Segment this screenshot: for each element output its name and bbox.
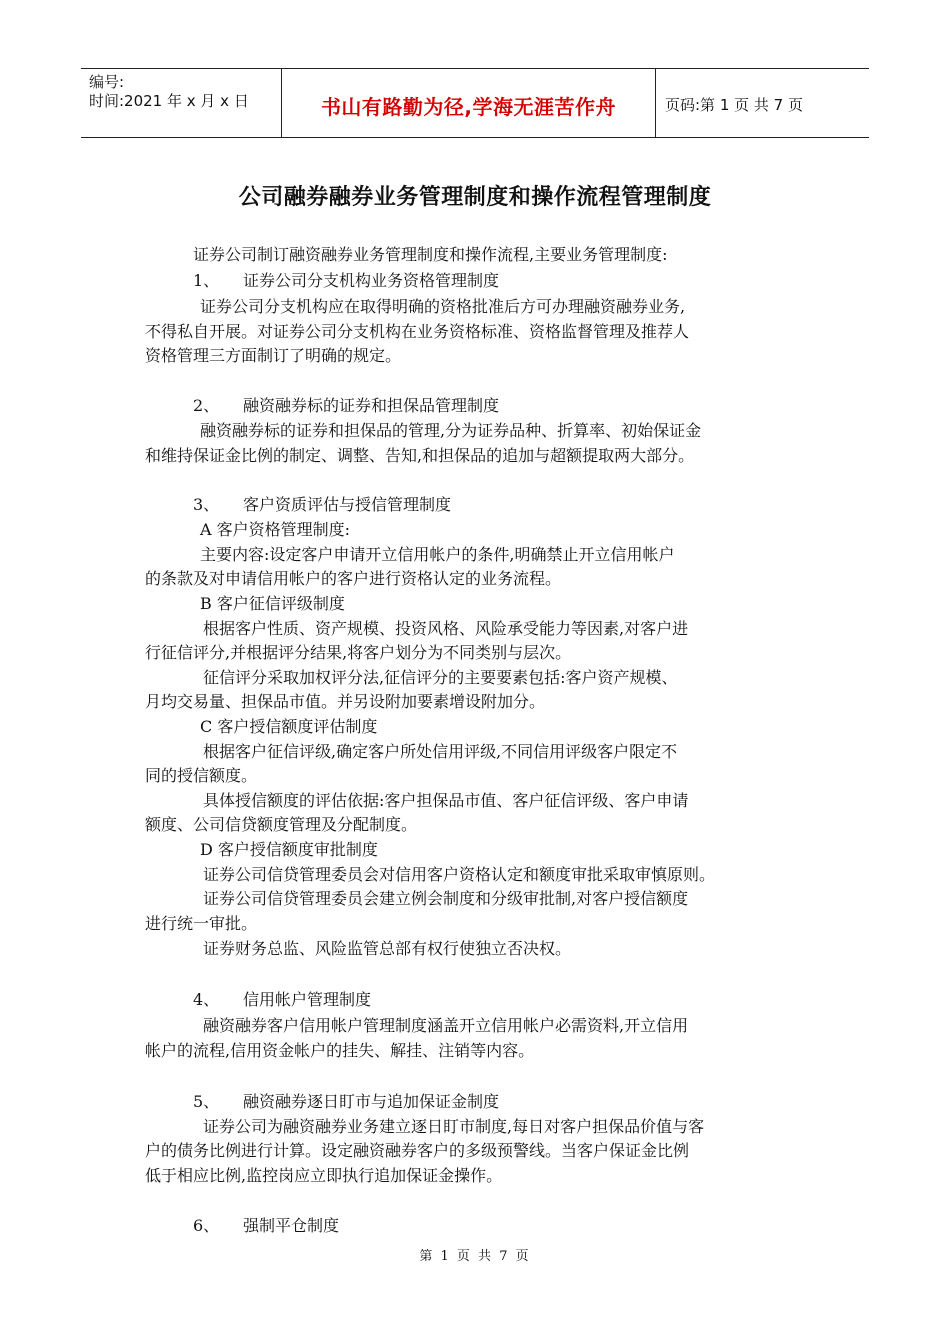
section-title: 强制平仓制度: [243, 1216, 340, 1235]
paragraph-line: 证券公司信贷管理委员会对信用客户资格认定和额度审批采取审慎原则。: [203, 865, 716, 884]
section-title: 融资融券标的证券和担保品管理制度: [243, 396, 500, 415]
paragraph-line: 帐户的流程,信用资金帐户的挂失、解挂、注销等内容。: [145, 1041, 535, 1060]
section-heading: [193, 1215, 339, 1237]
header-meta: [89, 73, 249, 111]
paragraph-line: 主要内容:设定客户申请开立信用帐户的条件,明确禁止开立信用帐户: [200, 545, 675, 564]
section-title: 客户资质评估与授信管理制度: [243, 495, 452, 514]
number-label: 编号:: [89, 73, 125, 91]
section-number: 1、: [193, 271, 220, 290]
subsection-heading: C 客户授信额度评估制度: [200, 717, 378, 736]
section-heading: [193, 1091, 499, 1113]
header-motto: 书山有路勤为径,学海无涯苦作舟: [320, 95, 617, 119]
subsection-heading: D 客户授信额度审批制度: [200, 840, 378, 859]
paragraph-line: 证券公司信贷管理委员会建立例会制度和分级审批制,对客户授信额度: [203, 889, 689, 908]
section-heading: [193, 395, 499, 417]
subsection-heading: A 客户资格管理制度:: [200, 520, 351, 539]
section-number: 4、: [193, 990, 220, 1009]
paragraph-line: 证券公司分支机构应在取得明确的资格批准后方可办理融资融券业务,: [200, 297, 686, 316]
section-number: 3、: [193, 495, 220, 514]
paragraph-line: 行征信评分,并根据评分结果,将客户划分为不同类别与层次。: [145, 643, 572, 662]
subsection-heading: B 客户征信评级制度: [200, 594, 345, 613]
paragraph-line: 同的授信额度。: [145, 766, 258, 785]
paragraph-line: 资格管理三方面制订了明确的规定。: [145, 346, 402, 365]
header-divider: [655, 69, 656, 137]
section-heading: [193, 989, 371, 1011]
paragraph-line: 根据客户征信评级,确定客户所处信用评级,不同信用评级客户限定不: [203, 742, 678, 761]
section-heading: [193, 494, 451, 516]
paragraph-line: 额度、公司信贷额度管理及分配制度。: [145, 815, 418, 834]
paragraph-line: 户的债务比例进行计算。设定融资融券客户的多级预警线。当客户保证金比例: [145, 1141, 690, 1160]
header-page-info: 页码:第 1 页 共 7 页: [665, 96, 803, 114]
paragraph-line: 融资融券客户信用帐户管理制度涵盖开立信用帐户必需资料,开立信用: [203, 1016, 689, 1035]
intro-paragraph: 证券公司制订融资融券业务管理制度和操作流程,主要业务管理制度:: [193, 245, 668, 264]
document-header: [81, 68, 869, 138]
document-title: 公司融券融券业务管理制度和操作流程管理制度: [238, 185, 712, 210]
paragraph-line: 不得私自开展。对证券公司分支机构在业务资格标准、资格监督管理及推荐人: [145, 322, 690, 341]
paragraph-line: 征信评分采取加权评分法,征信评分的主要要素包括:客户资产规模、: [203, 668, 678, 687]
paragraph-line: 根据客户性质、资产规模、投资风格、风险承受能力等因素,对客户进: [203, 619, 689, 638]
paragraph-line: 和维持保证金比例的制定、调整、告知,和担保品的追加与超额提取两大部分。: [145, 446, 695, 465]
section-heading: [193, 270, 499, 292]
section-number: 6、: [193, 1216, 220, 1235]
paragraph-line: 证券公司为融资融券业务建立逐日盯市制度,每日对客户担保品价值与客: [203, 1117, 705, 1136]
section-number: 2、: [193, 396, 220, 415]
time-label: 时间:2021 年 x 月 x 日: [89, 92, 249, 110]
page-footer: 第 1 页 共 7 页: [419, 1249, 531, 1264]
section-number: 5、: [193, 1092, 220, 1111]
section-title: 证券公司分支机构业务资格管理制度: [243, 271, 500, 290]
paragraph-line: 具体授信额度的评估依据:客户担保品市值、客户征信评级、客户申请: [203, 791, 689, 810]
paragraph-line: 证券财务总监、风险监管总部有权行使独立否决权。: [203, 939, 572, 958]
paragraph-line: 月均交易量、担保品市值。并另设附加要素增设附加分。: [145, 692, 546, 711]
paragraph-line: 的条款及对申请信用帐户的客户进行资格认定的业务流程。: [145, 569, 562, 588]
paragraph-line: 低于相应比例,监控岗应立即执行追加保证金操作。: [145, 1166, 503, 1185]
section-title: 信用帐户管理制度: [243, 990, 372, 1009]
section-title: 融资融券逐日盯市与追加保证金制度: [243, 1092, 500, 1111]
paragraph-line: 融资融券标的证券和担保品的管理,分为证券品种、折算率、初始保证金: [200, 421, 702, 440]
paragraph-line: 进行统一审批。: [145, 914, 258, 933]
